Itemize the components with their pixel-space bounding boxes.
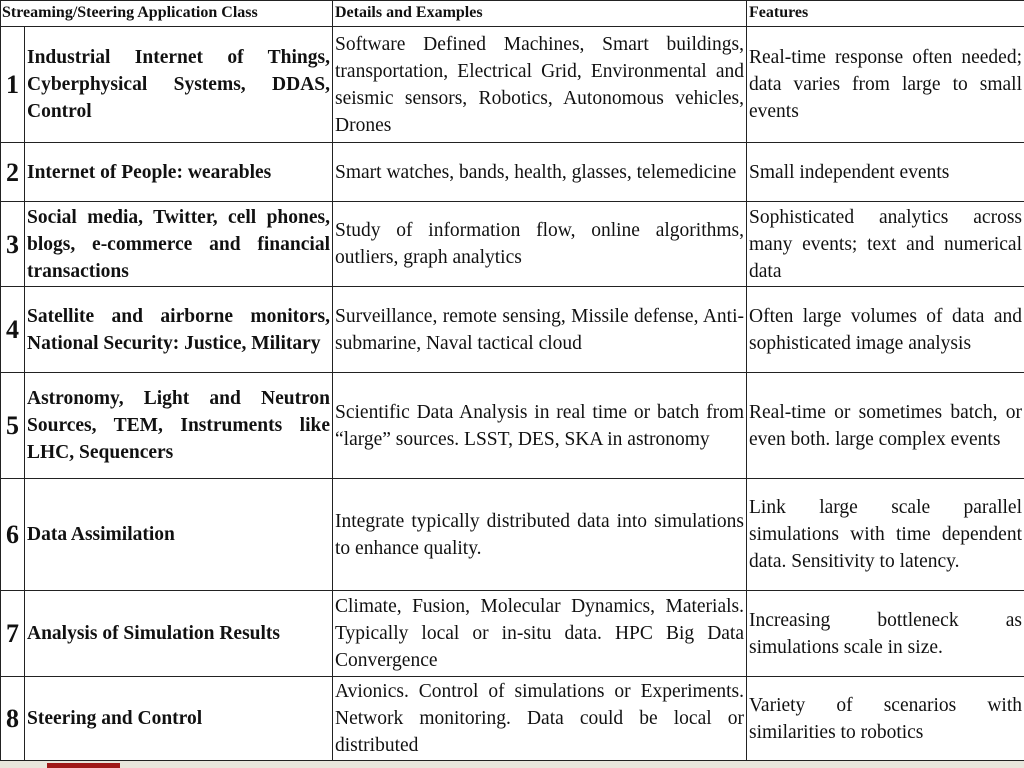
header-features: Features [747,1,1024,27]
header-app-class: Streaming/Steering Application Class [1,1,333,27]
row-number: 2 [1,143,25,202]
row-number: 6 [1,479,25,591]
details-examples: Study of information flow, online algorithms, outliers, graph analytics [333,202,747,287]
features: Sophisticated analytics across many events; text and numerical data [747,202,1024,287]
row-number: 8 [1,677,25,761]
features: Link large scale parallel simulations with time dependent data. Sensitivity to latency. [747,479,1024,591]
row-number: 1 [1,27,25,143]
table-row [1,27,1024,143]
application-class: Internet of People: wearables [25,143,333,202]
application-class: Astronomy, Light and Neutron Sources, TEM, Instruments like LHC, Sequencers [25,373,333,479]
table-row [1,373,1024,479]
application-class: Data Assimilation [25,479,333,591]
table-row [1,677,1024,761]
table-header-row [1,1,1024,27]
details-examples: Surveillance, remote sensing, Missile defense, Anti-submarine, Naval tactical cloud [333,287,747,373]
details-examples: Scientific Data Analysis in real time or batch from “large” sources. LSST, DES, SKA in astronomy [333,373,747,479]
features: Real-time response often needed; data varies from large to small events [747,27,1024,143]
footer-accent-bar [47,763,120,768]
details-examples: Climate, Fusion, Molecular Dynamics, Materials. Typically local or in-situ data. HPC Big Data Convergence [333,591,747,677]
row-number: 7 [1,591,25,677]
details-examples: Software Defined Machines, Smart buildings, transportation, Electrical Grid, Environmental and seismic sensors, Robotics, Autonomous vehicles, Drones [333,27,747,143]
application-class: Analysis of Simulation Results [25,591,333,677]
table-row [1,202,1024,287]
row-number: 5 [1,373,25,479]
features: Increasing bottleneck as simulations scale in size. [747,591,1024,677]
table-row [1,143,1024,202]
application-class: Steering and Control [25,677,333,761]
header-details: Details and Examples [333,1,747,27]
application-class: Industrial Internet of Things, Cyberphysical Systems, DDAS, Control [25,27,333,143]
features: Often large volumes of data and sophisticated image analysis [747,287,1024,373]
table-row [1,479,1024,591]
row-number: 4 [1,287,25,373]
table-row [1,287,1024,373]
table-row [1,591,1024,677]
features: Real-time or sometimes batch, or even both. large complex events [747,373,1024,479]
slide-footer-strip [0,761,1024,768]
application-class: Social media, Twitter, cell phones, blogs, e-commerce and financial transactions [25,202,333,287]
application-class: Satellite and airborne monitors, National Security: Justice, Military [25,287,333,373]
details-examples: Integrate typically distributed data into simulations to enhance quality. [333,479,747,591]
details-examples: Avionics. Control of simulations or Experiments. Network monitoring. Data could be local or distributed [333,677,747,761]
features: Variety of scenarios with similarities to robotics [747,677,1024,761]
details-examples: Smart watches, bands, health, glasses, telemedicine [333,143,747,202]
features: Small independent events [747,143,1024,202]
row-number: 3 [1,202,25,287]
